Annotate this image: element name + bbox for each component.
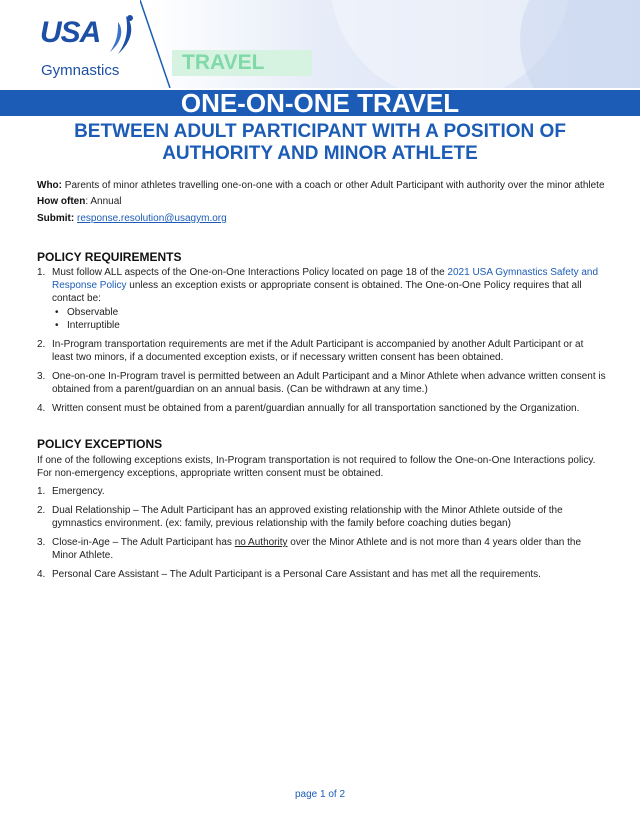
travel-tag: TRAVEL xyxy=(172,50,312,76)
list-number: 2. xyxy=(37,339,46,350)
list-number: 1. xyxy=(37,267,46,278)
submit-label: Submit: xyxy=(37,213,75,224)
list-number: 3. xyxy=(37,371,46,382)
submit-email-link[interactable]: response.resolution@usagym.org xyxy=(77,213,227,224)
list-item xyxy=(37,485,607,498)
list-number: 4. xyxy=(37,403,46,414)
list-text: Close-in-Age – The Adult Participant has xyxy=(52,537,235,548)
list-text: One-on-one In-Program travel is permitted between an Adult Participant and a Minor Athlete when advance written consent is obtained from a parent/guardian on an annual basis. (Can be withdrawn at any time.) xyxy=(52,371,606,395)
exceptions-intro: If one of the following exceptions exists, In-Program transportation is not required to follow the One-on-One Interactions policy. For non-emergency exceptions, appropriate written consent must be obtained. xyxy=(37,455,596,479)
page-header xyxy=(0,0,640,88)
safety-policy-link[interactable]: 2021 USA Gymnastics Safety and Response Policy xyxy=(52,267,599,291)
page-number: page 1 of 2 xyxy=(294,789,346,800)
bullet-item xyxy=(52,319,607,332)
list-item xyxy=(37,402,607,415)
bullet-icon: • xyxy=(55,307,59,318)
exceptions-heading: POLICY EXCEPTIONS xyxy=(37,437,163,451)
list-number: 1. xyxy=(37,486,46,497)
how-often-line xyxy=(37,196,121,207)
list-item xyxy=(37,370,607,396)
logo-usa-text: USA xyxy=(40,16,101,49)
no-authority-text: no Authority xyxy=(234,537,288,548)
how-often-label: How often xyxy=(37,196,86,207)
list-item xyxy=(37,536,607,562)
list-text: In-Program transportation requirements are met if the Adult Participant is accompanied by another Adult Participant or at least two minors, if a documented exception exists, or if necessary written consent has been obtained. xyxy=(52,339,584,363)
logo-swoosh-icon xyxy=(106,14,138,58)
bullet-icon: • xyxy=(55,320,59,331)
list-item xyxy=(37,338,607,364)
who-text: Parents of minor athletes travelling one-on-one with a coach or other Adult Participant with authority over the minor athlete xyxy=(62,180,605,191)
list-text: Written consent must be obtained from a parent/guardian annually for all transportation sanctioned by the Organization. xyxy=(52,403,580,414)
requirements-list xyxy=(37,266,607,421)
bullet-item xyxy=(52,306,607,319)
list-text: unless an exception exists or appropriate consent is obtained. The One-on-One Policy requires that all contact be: xyxy=(52,280,582,304)
list-item xyxy=(37,266,607,332)
bullet-list xyxy=(52,306,607,332)
page-subtitle: BETWEEN ADULT PARTICIPANT WITH A POSITION OF AUTHORITY AND MINOR ATHLETE xyxy=(74,121,566,164)
bullet-text: Observable xyxy=(67,307,119,318)
page-title: ONE-ON-ONE TRAVEL xyxy=(180,88,460,118)
list-number: 4. xyxy=(37,569,46,580)
bullet-text: Interruptible xyxy=(67,320,120,331)
how-often-text: : Annual xyxy=(85,196,122,207)
list-text: Personal Care Assistant – The Adult Participant is a Personal Care Assistant and has met all the requirements. xyxy=(52,569,541,580)
list-item xyxy=(37,568,607,581)
list-text: Must follow ALL aspects of the One-on-One Interactions Policy located on page 18 of the xyxy=(52,267,448,278)
who-label: Who: xyxy=(37,180,62,191)
list-item xyxy=(37,504,607,530)
list-text: Dual Relationship – The Adult Participant has an approved existing relationship with the Minor Athlete outside of the gymnastics environment. (ex: family, previous relationship with the family before coaching duties began) xyxy=(52,505,563,529)
list-number: 2. xyxy=(37,505,46,516)
requirements-heading: POLICY REQUIREMENTS xyxy=(37,250,182,264)
list-number: 3. xyxy=(37,537,46,548)
submit-line xyxy=(37,213,227,224)
list-text: over the Minor Athlete and is not more than 4 years older than the Minor Athlete. xyxy=(52,537,582,561)
logo-gymnastics-text: Gymnastics xyxy=(41,62,120,79)
exceptions-list xyxy=(37,485,607,587)
who-line xyxy=(37,180,605,191)
list-text: Emergency. xyxy=(52,486,105,497)
